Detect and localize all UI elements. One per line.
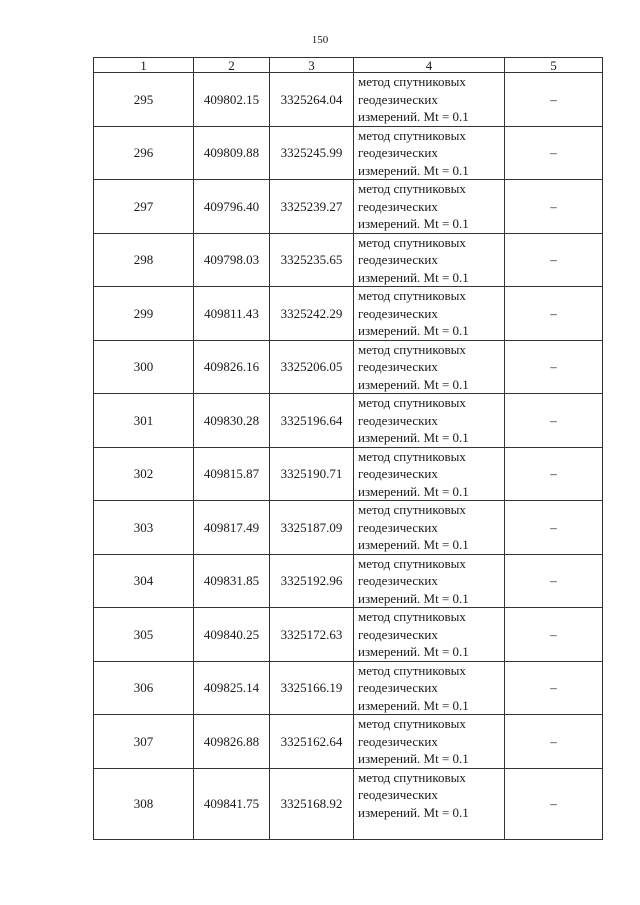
- y-coordinate-cell: 3325242.29: [270, 287, 354, 341]
- method-line: измерений. Mt = 0.1: [358, 216, 469, 231]
- table-row: [94, 394, 603, 448]
- x-coordinate-cell: 409831.85: [194, 554, 270, 608]
- point-number-cell: 300: [94, 340, 194, 394]
- method-line: метод спутниковых: [358, 74, 466, 89]
- method-cell: [354, 554, 505, 608]
- point-number-cell: 303: [94, 501, 194, 555]
- method-cell: [354, 73, 505, 127]
- point-number-cell: 307: [94, 715, 194, 769]
- method-line: геодезических: [358, 198, 438, 214]
- method-line: метод спутниковых: [358, 234, 466, 250]
- y-coordinate-cell: 3325168.92: [270, 768, 354, 839]
- x-coordinate-cell: 409802.15: [194, 73, 270, 127]
- method-line: геодезических: [358, 305, 438, 321]
- method-line: метод спутниковых: [358, 127, 466, 143]
- method-line: геодезических: [358, 91, 438, 107]
- x-coordinate-cell: 409811.43: [194, 287, 270, 341]
- x-coordinate-cell: 409826.16: [194, 340, 270, 394]
- note-cell: –: [505, 233, 603, 287]
- table-row: [94, 126, 603, 180]
- x-coordinate-cell: 409798.03: [194, 233, 270, 287]
- point-number-cell: 308: [94, 768, 194, 839]
- y-coordinate-cell: 3325235.65: [270, 233, 354, 287]
- table-row: [94, 233, 603, 287]
- coordinates-table: [93, 57, 603, 840]
- method-line: измерений. Mt = 0.1: [358, 751, 469, 766]
- method-line: метод спутниковых: [358, 448, 466, 464]
- column-header: 1: [94, 58, 194, 73]
- table-row: [94, 661, 603, 715]
- x-coordinate-cell: 409817.49: [194, 501, 270, 555]
- method-cell: [354, 126, 505, 180]
- method-cell: [354, 768, 505, 839]
- y-coordinate-cell: 3325264.04: [270, 73, 354, 127]
- table-row: [94, 501, 603, 555]
- note-cell: –: [505, 768, 603, 839]
- table-body: [94, 73, 603, 840]
- column-header: 4: [354, 58, 505, 73]
- method-line: метод спутниковых: [358, 395, 466, 410]
- method-line: метод спутниковых: [358, 609, 466, 624]
- method-line: геодезических: [358, 145, 438, 160]
- method-line: метод спутниковых: [358, 662, 466, 678]
- method-line: геодезических: [358, 573, 438, 588]
- table-row: [94, 554, 603, 608]
- y-coordinate-cell: 3325196.64: [270, 394, 354, 448]
- note-cell: –: [505, 394, 603, 448]
- table-row: [94, 447, 603, 501]
- x-coordinate-cell: 409796.40: [194, 180, 270, 234]
- y-coordinate-cell: 3325206.05: [270, 340, 354, 394]
- column-header: 2: [194, 58, 270, 73]
- point-number-cell: 305: [94, 608, 194, 662]
- method-line: метод спутниковых: [358, 555, 466, 571]
- point-number-cell: 301: [94, 394, 194, 448]
- note-cell: –: [505, 447, 603, 501]
- method-line: метод спутниковых: [358, 341, 466, 357]
- column-header: 5: [505, 58, 603, 73]
- x-coordinate-cell: 409826.88: [194, 715, 270, 769]
- note-cell: –: [505, 501, 603, 555]
- x-coordinate-cell: 409809.88: [194, 126, 270, 180]
- method-line: измерений. Mt = 0.1: [358, 430, 469, 445]
- point-number-cell: 306: [94, 661, 194, 715]
- y-coordinate-cell: 3325172.63: [270, 608, 354, 662]
- note-cell: –: [505, 661, 603, 715]
- x-coordinate-cell: 409825.14: [194, 661, 270, 715]
- point-number-cell: 297: [94, 180, 194, 234]
- method-line: измерений. Mt = 0.1: [358, 537, 469, 552]
- method-cell: [354, 661, 505, 715]
- note-cell: –: [505, 180, 603, 234]
- method-line: измерений. Mt = 0.1: [358, 590, 469, 606]
- method-line: геодезических: [358, 626, 438, 642]
- x-coordinate-cell: 409840.25: [194, 608, 270, 662]
- note-cell: –: [505, 126, 603, 180]
- method-line: геодезических: [358, 733, 438, 749]
- point-number-cell: 295: [94, 73, 194, 127]
- table-row: [94, 768, 603, 839]
- method-line: измерений. Mt = 0.1: [358, 109, 469, 124]
- method-line: измерений. Mt = 0.1: [358, 483, 469, 499]
- point-number-cell: 299: [94, 287, 194, 341]
- table-row: [94, 287, 603, 341]
- note-cell: –: [505, 340, 603, 394]
- x-coordinate-cell: 409815.87: [194, 447, 270, 501]
- method-line: измерений. Mt = 0.1: [358, 269, 469, 285]
- method-line: геодезических: [358, 359, 438, 374]
- method-line: измерений. Mt = 0.1: [358, 697, 469, 713]
- method-line: метод спутниковых: [358, 716, 466, 731]
- point-number-cell: 304: [94, 554, 194, 608]
- method-line: геодезических: [358, 680, 438, 695]
- y-coordinate-cell: 3325162.64: [270, 715, 354, 769]
- header-row: [94, 58, 603, 73]
- table-row: [94, 340, 603, 394]
- note-cell: –: [505, 73, 603, 127]
- method-line: измерений. Mt = 0.1: [358, 804, 469, 820]
- method-cell: [354, 501, 505, 555]
- note-cell: –: [505, 715, 603, 769]
- column-header: 3: [270, 58, 354, 73]
- point-number-cell: 302: [94, 447, 194, 501]
- method-line: геодезических: [358, 252, 438, 267]
- method-cell: [354, 340, 505, 394]
- method-cell: [354, 394, 505, 448]
- table-row: [94, 180, 603, 234]
- method-line: метод спутниковых: [358, 181, 466, 196]
- note-cell: –: [505, 287, 603, 341]
- point-number-cell: 298: [94, 233, 194, 287]
- note-cell: –: [505, 554, 603, 608]
- method-line: измерений. Mt = 0.1: [358, 644, 469, 659]
- method-line: метод спутниковых: [358, 769, 466, 785]
- y-coordinate-cell: 3325239.27: [270, 180, 354, 234]
- method-cell: [354, 715, 505, 769]
- method-line: геодезических: [358, 519, 438, 535]
- method-line: метод спутниковых: [358, 502, 466, 517]
- method-line: измерений. Mt = 0.1: [358, 323, 469, 338]
- x-coordinate-cell: 409841.75: [194, 768, 270, 839]
- method-line: геодезических: [358, 466, 438, 481]
- method-line: измерений. Mt = 0.1: [358, 162, 469, 178]
- table-row: [94, 715, 603, 769]
- method-cell: [354, 233, 505, 287]
- table-row: [94, 73, 603, 127]
- point-number-cell: 296: [94, 126, 194, 180]
- method-cell: [354, 447, 505, 501]
- method-line: геодезических: [358, 787, 438, 802]
- y-coordinate-cell: 3325166.19: [270, 661, 354, 715]
- y-coordinate-cell: 3325245.99: [270, 126, 354, 180]
- method-line: измерений. Mt = 0.1: [358, 376, 469, 392]
- page-number: 150: [311, 34, 329, 46]
- method-line: геодезических: [358, 412, 438, 428]
- method-cell: [354, 287, 505, 341]
- y-coordinate-cell: 3325187.09: [270, 501, 354, 555]
- table-row: [94, 608, 603, 662]
- method-line: метод спутниковых: [358, 288, 466, 303]
- method-cell: [354, 180, 505, 234]
- y-coordinate-cell: 3325192.96: [270, 554, 354, 608]
- method-cell: [354, 608, 505, 662]
- y-coordinate-cell: 3325190.71: [270, 447, 354, 501]
- x-coordinate-cell: 409830.28: [194, 394, 270, 448]
- note-cell: –: [505, 608, 603, 662]
